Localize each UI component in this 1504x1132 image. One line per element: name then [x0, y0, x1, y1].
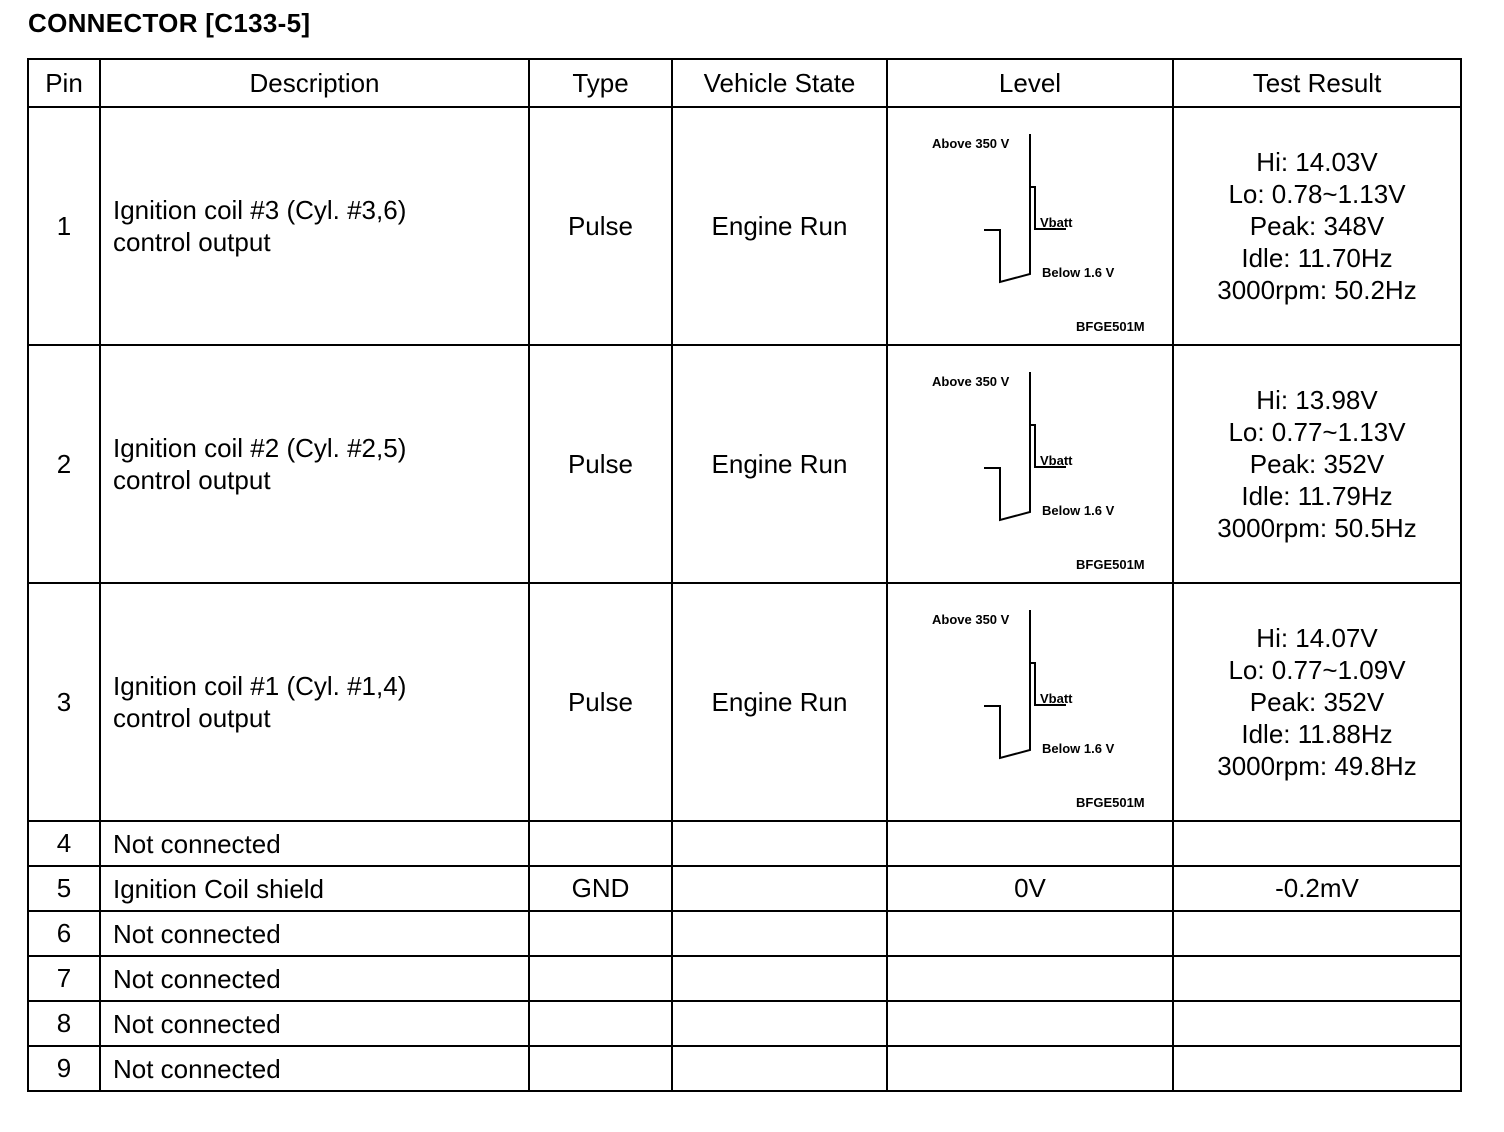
test-result-cell [1173, 956, 1461, 1001]
result-line: Lo: 0.78~1.13V [1228, 179, 1406, 209]
pin-cell: 5 [28, 866, 100, 911]
result-line: Peak: 352V [1249, 449, 1385, 479]
test-result-cell [1173, 107, 1461, 345]
waveform-diagram [888, 108, 1172, 344]
result-line: Hi: 14.03V [1256, 147, 1378, 177]
result-line: Hi: 14.07V [1256, 623, 1378, 653]
pin-cell: 4 [28, 821, 100, 866]
figure-code: BFGE501M [1076, 795, 1145, 810]
header-vehicle-state: Vehicle State [672, 59, 887, 107]
description-cell: Not connected [100, 911, 529, 956]
pin-cell: 7 [28, 956, 100, 1001]
header-test-result: Test Result [1173, 59, 1461, 107]
result-line: 3000rpm: 50.2Hz [1217, 275, 1417, 305]
result-line: Idle: 11.79Hz [1241, 481, 1393, 511]
figure-code: BFGE501M [1076, 319, 1145, 334]
level-cell [887, 345, 1173, 583]
test-result-cell [1173, 1001, 1461, 1046]
description-cell: Not connected [100, 1046, 529, 1091]
result-line: Lo: 0.77~1.09V [1228, 655, 1406, 685]
waveform-trace [984, 610, 1066, 758]
description-line: Ignition coil #3 (Cyl. #3,6) [113, 195, 407, 225]
test-result-cell [1173, 583, 1461, 821]
type-cell: GND [529, 866, 672, 911]
result-line: Idle: 11.88Hz [1241, 719, 1393, 749]
type-cell: Pulse [529, 345, 672, 583]
description-cell: Ignition Coil shield [100, 866, 529, 911]
type-cell [529, 821, 672, 866]
type-cell [529, 911, 672, 956]
level-cell [887, 583, 1173, 821]
result-line: 3000rpm: 50.5Hz [1217, 513, 1417, 543]
vehicle-state-cell [672, 821, 887, 866]
level-cell [887, 956, 1173, 1001]
pin-cell: 3 [28, 583, 100, 821]
label-below-1-6v: Below 1.6 V [1042, 741, 1115, 756]
description-line: control output [113, 465, 271, 495]
table-row [28, 866, 1461, 911]
description-cell: Not connected [100, 1001, 529, 1046]
pin-cell: 2 [28, 345, 100, 583]
waveform-trace [984, 134, 1066, 282]
test-result-cell: -0.2mV [1173, 866, 1461, 911]
description-line: Ignition coil #2 (Cyl. #2,5) [113, 433, 407, 463]
table-row [28, 911, 1461, 956]
table-row [28, 821, 1461, 866]
description-cell [100, 107, 529, 345]
test-result-cell [1173, 345, 1461, 583]
level-cell: 0V [887, 866, 1173, 911]
table-row [28, 1046, 1461, 1091]
label-below-1-6v: Below 1.6 V [1042, 265, 1115, 280]
vehicle-state-cell [672, 911, 887, 956]
vehicle-state-cell: Engine Run [672, 345, 887, 583]
description-line: control output [113, 703, 271, 733]
label-vbatt: Vbatt [1040, 215, 1073, 230]
table-row [28, 345, 1461, 583]
level-cell [887, 821, 1173, 866]
result-line: Lo: 0.77~1.13V [1228, 417, 1406, 447]
description-cell [100, 345, 529, 583]
connector-table [27, 58, 1462, 1092]
pin-cell: 8 [28, 1001, 100, 1046]
label-above-350v: Above 350 V [932, 374, 1010, 389]
type-cell [529, 956, 672, 1001]
header-level: Level [887, 59, 1173, 107]
vehicle-state-cell: Engine Run [672, 583, 887, 821]
table-row [28, 956, 1461, 1001]
vehicle-state-cell [672, 1001, 887, 1046]
label-above-350v: Above 350 V [932, 136, 1010, 151]
vehicle-state-cell [672, 956, 887, 1001]
test-result-cell [1173, 821, 1461, 866]
figure-code: BFGE501M [1076, 557, 1145, 572]
waveform-diagram [888, 584, 1172, 820]
type-cell [529, 1046, 672, 1091]
description-cell: Not connected [100, 821, 529, 866]
level-cell [887, 1046, 1173, 1091]
result-line: Peak: 352V [1249, 687, 1385, 717]
level-cell [887, 911, 1173, 956]
test-result-cell [1173, 911, 1461, 956]
type-cell [529, 1001, 672, 1046]
vehicle-state-cell: Engine Run [672, 107, 887, 345]
label-vbatt: Vbatt [1040, 453, 1073, 468]
header-description: Description [100, 59, 529, 107]
vehicle-state-cell [672, 866, 887, 911]
level-cell [887, 107, 1173, 345]
waveform-diagram [888, 346, 1172, 582]
pin-cell: 6 [28, 911, 100, 956]
connector-title: CONNECTOR [C133-5] [28, 8, 311, 38]
result-line: Peak: 348V [1249, 211, 1385, 241]
vehicle-state-cell [672, 1046, 887, 1091]
header-pin: Pin [28, 59, 100, 107]
result-line: Hi: 13.98V [1256, 385, 1378, 415]
description-line: control output [113, 227, 271, 257]
level-cell [887, 1001, 1173, 1046]
result-line: Idle: 11.70Hz [1241, 243, 1393, 273]
pin-cell: 1 [28, 107, 100, 345]
table-row [28, 1001, 1461, 1046]
header-type: Type [529, 59, 672, 107]
label-above-350v: Above 350 V [932, 612, 1010, 627]
type-cell: Pulse [529, 583, 672, 821]
waveform-trace [984, 372, 1066, 520]
label-vbatt: Vbatt [1040, 691, 1073, 706]
label-below-1-6v: Below 1.6 V [1042, 503, 1115, 518]
table-row [28, 583, 1461, 821]
description-cell [100, 583, 529, 821]
pin-cell: 9 [28, 1046, 100, 1091]
table-row [28, 107, 1461, 345]
type-cell: Pulse [529, 107, 672, 345]
header-row [28, 59, 1461, 107]
test-result-cell [1173, 1046, 1461, 1091]
description-cell: Not connected [100, 956, 529, 1001]
description-line: Ignition coil #1 (Cyl. #1,4) [113, 671, 407, 701]
result-line: 3000rpm: 49.8Hz [1217, 751, 1417, 781]
